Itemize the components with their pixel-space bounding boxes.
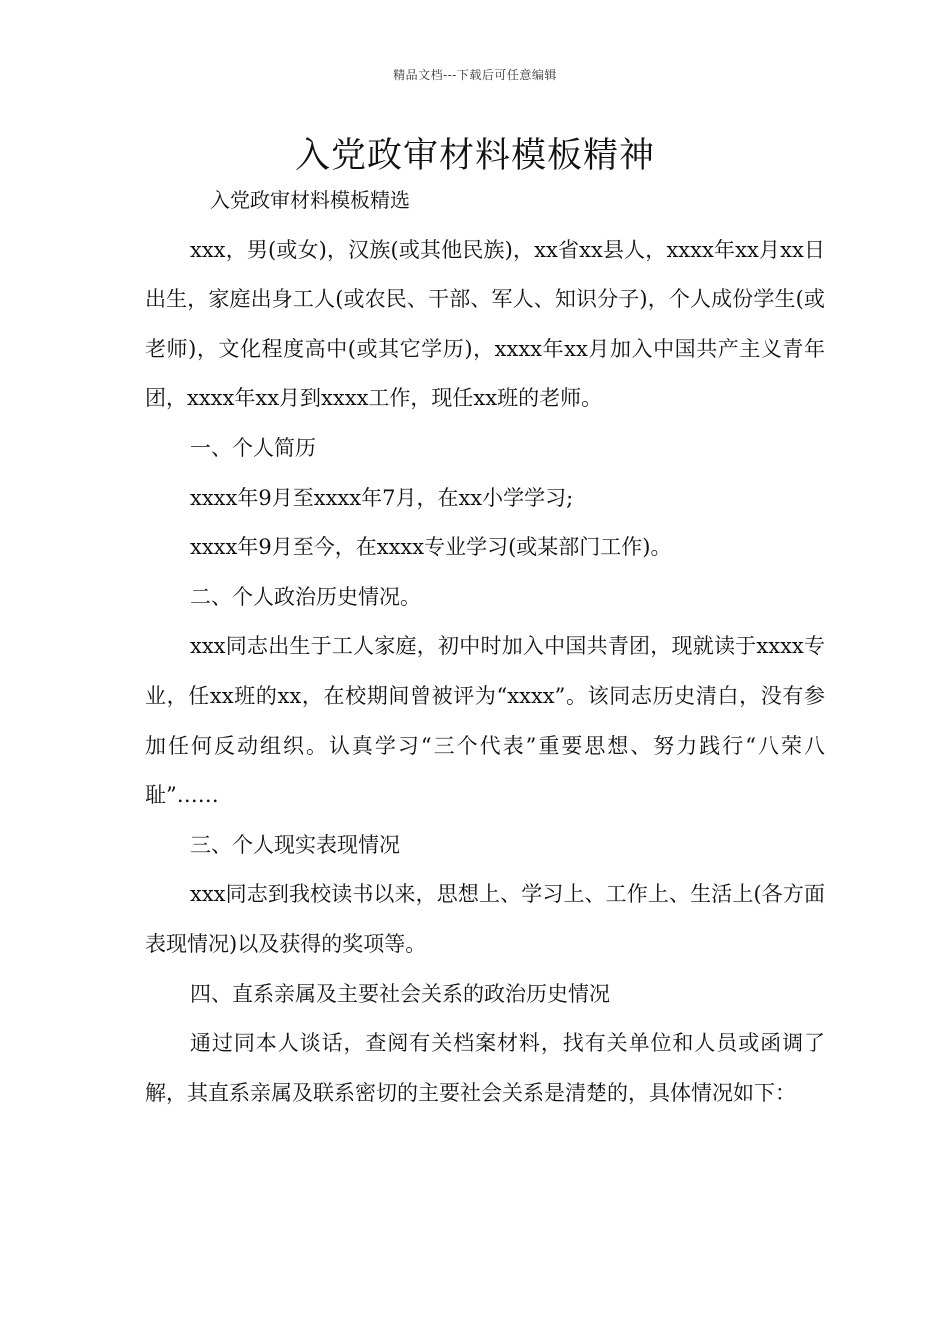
resume-item-2: xxxx年9月至今，在xxxx专业学习(或某部门工作)。 [190, 535, 672, 560]
section-heading-resume: 一、个人简历 [190, 435, 316, 460]
header-note: 精品文档---下载后可任意编辑 [393, 68, 557, 82]
resume-item-1: xxxx年9月至xxxx年7月，在xx小学学习; [190, 485, 574, 510]
paragraph-political-history: xxx同志出生于工人家庭，初中时加入中国共青团，现就读于xxxx专业，任xx班的xx，在校期间曾被评为“xxxx”。该同志历史清白，没有参加任何反动组织。认真学习“三个代表”重要思想、努力践行“八荣八耻”…… [145, 634, 825, 808]
document-title: 入党政审材料模板精神 [294, 136, 655, 176]
paragraph-intro: xxx，男(或女)，汉族(或其他民族)，xx省xx县人，xxxx年xx月xx日出生，家庭出身工人(或农民、干部、军人、知识分子)，个人成份学生(或老师)，文化程度高中(或其它学历)，xxxx年xx月加入中国共产主义青年团，xxxx年xx月到xxxx工作，现任xx班的老师。 [145, 237, 825, 411]
paragraph-relatives: 通过同本人谈话，查阅有关档案材料，找有关单位和人员或函调了解，其直系亲属及联系密切的主要社会关系是清楚的，具体情况如下： [145, 1031, 825, 1105]
section-heading-current-performance: 三、个人现实表现情况 [190, 832, 400, 857]
paragraph-current-performance: xxx同志到我校读书以来，思想上、学习上、工作上、生活上(各方面表现情况)以及获得的奖项等。 [145, 882, 825, 956]
document-body [145, 176, 825, 1118]
section-heading-political-history: 二、个人政治历史情况。 [190, 584, 421, 609]
document-subtitle: 入党政审材料模板精选 [210, 188, 410, 212]
section-heading-relatives: 四、直系亲属及主要社会关系的政治历史情况 [190, 981, 610, 1006]
